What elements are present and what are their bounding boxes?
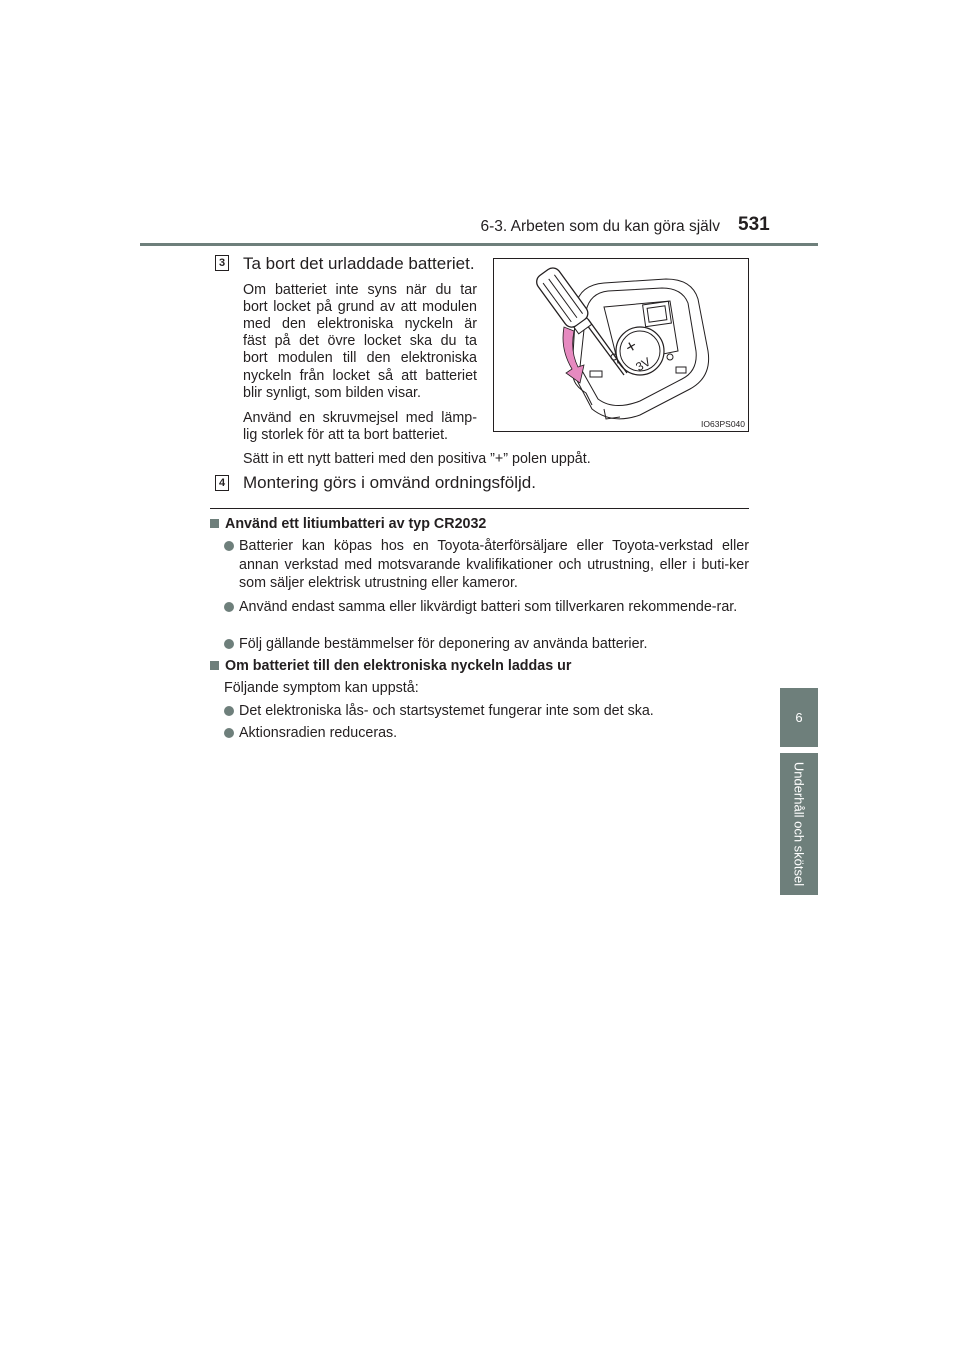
square-bullet-icon <box>210 661 219 670</box>
list-item-text: Använd endast samma eller likvärdigt batteri som tillverkaren rekommende-rar. <box>239 599 738 615</box>
list-item <box>224 598 749 617</box>
list-item <box>224 635 749 654</box>
step-4-marker: 4 <box>215 475 229 491</box>
bullet-icon <box>224 706 234 716</box>
step-3-title: Ta bort det urladdade batteriet. <box>243 254 475 273</box>
text-line: med den elektroniska nyckeln är <box>243 316 477 332</box>
text-line: Använd en skruvmejsel med lämp- <box>243 410 477 426</box>
list-item <box>224 724 749 743</box>
chapter-title: Underhåll och skötsel <box>791 761 807 887</box>
step-4-title: Montering görs i omvänd ordningsföljd. <box>243 473 536 492</box>
bullet-icon <box>224 602 234 612</box>
section-divider <box>210 508 749 509</box>
figure-code: IO63PS040 <box>701 419 745 429</box>
step-3-paragraph-3: Sätt in ett nytt batteri med den positiva ”+” polen uppåt. <box>243 451 591 467</box>
section-heading-battery-type <box>210 516 486 532</box>
bullet-icon <box>224 639 234 649</box>
key-illustration <box>494 259 749 432</box>
section-header: 6-3. Arbeten som du kan göra själv <box>480 218 720 235</box>
section-heading-text: Om batteriet till den elektroniska nyckeln laddas ur <box>225 658 572 674</box>
header-rule <box>140 243 818 246</box>
list-item-text: Batterier kan köpas hos en Toyota-återförsäljare eller Toyota-verkstad eller annan verkstad med motsvarande kvalifikationer och utrustning, eller i buti-ker som säljer elektrisk utrustning eller kameror. <box>239 538 749 591</box>
page-number: 531 <box>738 214 770 235</box>
list-item <box>224 537 749 593</box>
text-line: bort modulen till den elektroniska <box>243 350 477 366</box>
chapter-tab-number <box>780 688 818 747</box>
chapter-number: 6 <box>795 710 803 725</box>
section-heading-text: Använd ett litiumbatteri av typ CR2032 <box>225 516 487 532</box>
list-item-text: Aktionsradien reduceras. <box>239 725 398 741</box>
battery-voltage-label: 3V <box>633 354 654 375</box>
text-line: lig storlek för att ta bort batteriet. <box>243 427 449 443</box>
list-item-text: Det elektroniska lås- och startsystemet fungerar inte som det ska. <box>239 703 654 719</box>
bullet-icon <box>224 541 234 551</box>
text-line: blir synligt, som bilden visar. <box>243 385 421 401</box>
list-item-text: Följ gällande bestämmelser för deponering av använda batterier. <box>239 636 648 652</box>
text-line: fäst på det övre locket ska du ta <box>243 333 477 349</box>
section-intro: Följande symptom kan uppstå: <box>224 680 419 696</box>
step-3-marker: 3 <box>215 255 229 271</box>
chapter-tab-label <box>780 753 818 895</box>
battery-removal-figure <box>493 258 749 432</box>
bullet-icon <box>224 728 234 738</box>
square-bullet-icon <box>210 519 219 528</box>
section-heading-battery-empty <box>210 658 571 674</box>
battery-plus-label: + <box>621 335 641 358</box>
text-line: bort locket på grund av att modulen <box>243 299 477 315</box>
text-line: Om batteriet inte syns när du tar <box>243 282 477 298</box>
list-item <box>224 702 749 721</box>
text-line: nyckeln från locket så att batteriet <box>243 368 477 384</box>
